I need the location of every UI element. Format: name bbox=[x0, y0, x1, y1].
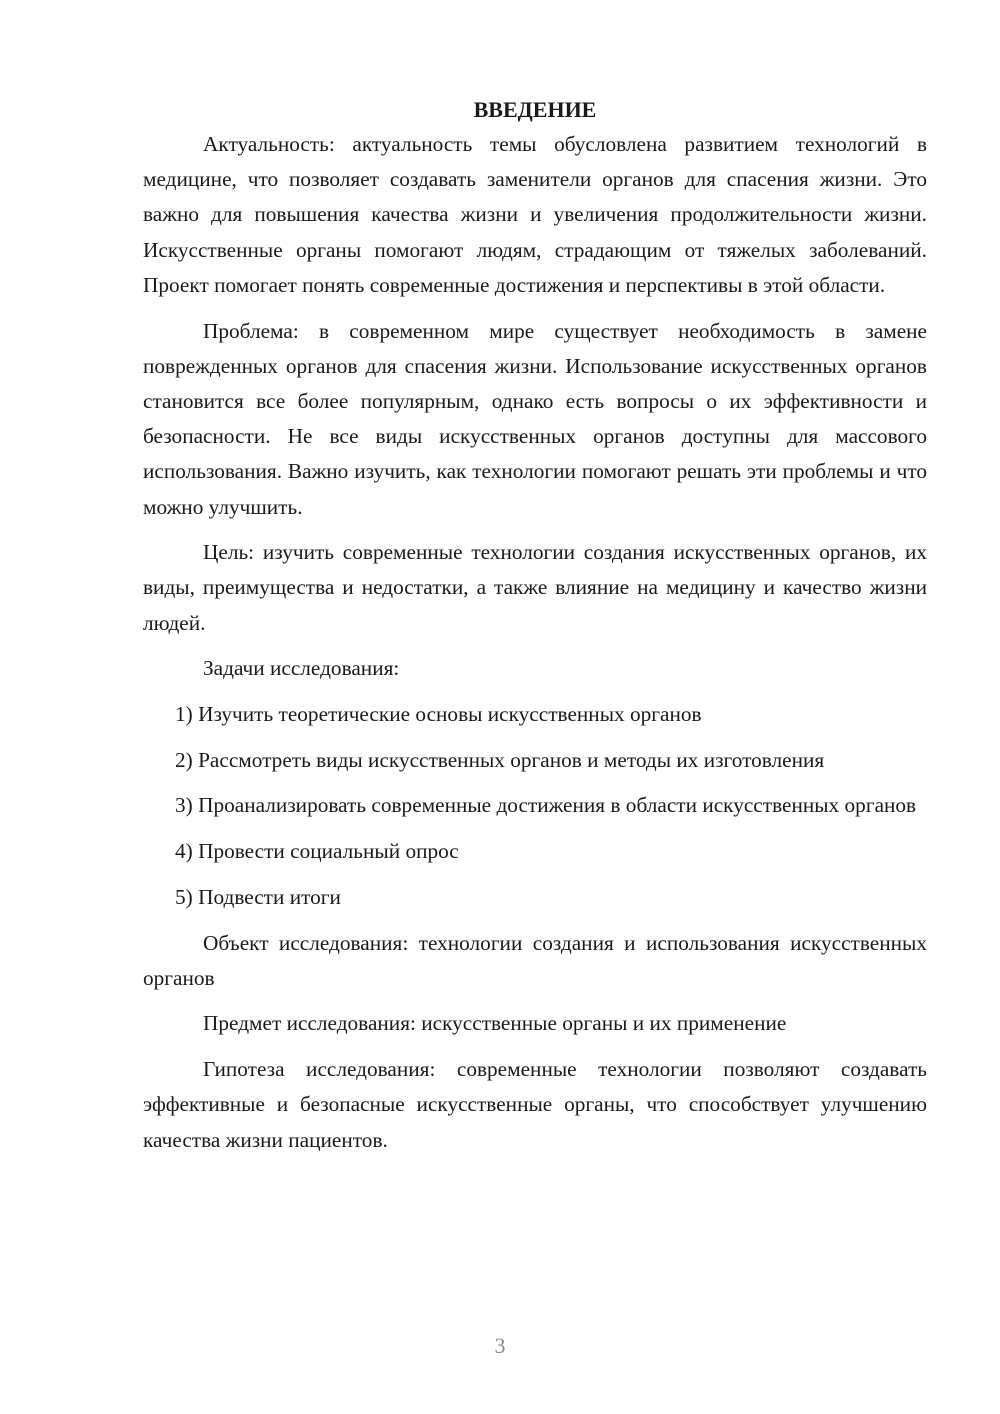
tasks-heading: Задачи исследования: bbox=[203, 656, 400, 681]
goal-paragraph: Цель: изучить современные технологии создания искусственных органов, их виды, преимущества и недостатки, а также влияние на медицину и качество жизни людей. bbox=[143, 540, 927, 635]
subject-paragraph: Предмет исследования: искусственные органы и их применение bbox=[203, 1011, 787, 1036]
relevance-paragraph: Актуальность: актуальность темы обусловлена развитием технологий в медицине, что позволяет создавать заменители органов для спасения жизни. Это важно для повышения качества жизни и увеличения продолжительности жизни. Искусственные органы помогают людям, страдающим от тяжелых заболеваний. Проект помогает понять современные достижения и перспективы в этой области. bbox=[143, 132, 927, 297]
task-item-2: 2) Рассмотреть виды искусственных органов и методы их изготовления bbox=[175, 747, 825, 772]
problem-paragraph: Проблема: в современном мире существует необходимость в замене поврежденных органов для спасения жизни. Использование искусственных органов становится все более популярным, однако есть вопросы о их эффективности и безопасности. Не все виды искусственных органов доступны для массового использования. Важно изучить, как технологии помогают решать эти проблемы и что можно улучшить. bbox=[143, 318, 927, 519]
object-paragraph: Объект исследования: технологии создания и использования искусственных органов bbox=[143, 930, 927, 990]
section-title: ВВЕДЕНИЕ bbox=[473, 97, 597, 122]
task-item-5: 5) Подвести итоги bbox=[175, 884, 341, 909]
task-item-3: 3) Проанализировать современные достижения в области искусственных органов bbox=[175, 793, 917, 818]
task-item-1: 1) Изучить теоретические основы искусственных органов bbox=[175, 702, 702, 727]
hypothesis-paragraph: Гипотеза исследования: современные технологии позволяют создавать эффективные и безопасные искусственные органы, что способствует улучшению качества жизни пациентов. bbox=[143, 1057, 927, 1152]
page-number: 3 bbox=[494, 1333, 506, 1358]
document-page bbox=[143, 92, 927, 1158]
task-item-4: 4) Провести социальный опрос bbox=[175, 839, 459, 864]
